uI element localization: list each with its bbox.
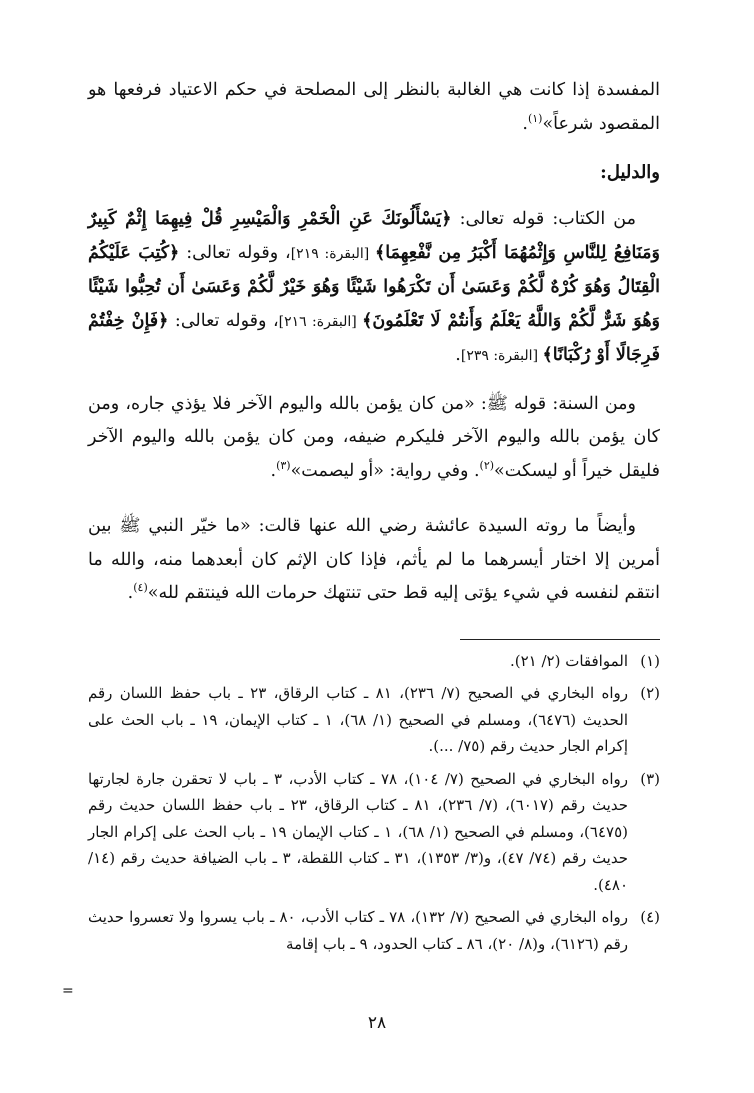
sunnah-text-1: ومن السنة: قوله ﷺ: «من كان يؤمن بالله واليوم الآخر فلا يؤذي جاره، ومن كان يؤمن بالله واليوم الآخر فليكرم ضيفه، ومن كان يؤمن بالله واليوم الآخر فليقل خيراً أو ليسكت»: [88, 393, 660, 481]
footnote-ref-4[interactable]: (٤): [133, 581, 148, 595]
footnote-2: [88, 680, 660, 760]
quran-end: .: [455, 345, 461, 365]
footnote-number: (١): [640, 651, 660, 670]
continuation-mark: =: [62, 983, 74, 999]
intro-end: .: [522, 113, 528, 134]
page-number: ٢٨: [367, 1013, 387, 1033]
footnote-ref-3[interactable]: (٣): [276, 458, 291, 472]
intro-paragraph: [88, 74, 660, 141]
section-heading: والدليل:: [600, 162, 660, 183]
aisha-text: وأيضاً ما روته السيدة عائشة رضي الله عنها قالت: «ما خيّر النبي ﷺ بين أمرين إلا اختار أيسرهما ما لم يأثم، فإذا كان الإثم كان أبعدهما منه، والله ما انتقم لنفسه في شيء يؤتى إليه قط حتى تنتهك حرمات الله فينتقم لله»: [88, 516, 660, 603]
footnote-1: [88, 648, 660, 675]
footnote-text: رواه البخاري في الصحيح (٧/ ١٣٢)، ٧٨ ـ كتاب الأدب، ٨٠ ـ باب يسروا ولا تعسروا حديث رقم (٦١٢٦)، و(٨/ ٢٠)، ٨٦ ـ كتاب الحدود، ٩ ـ باب إقامة: [88, 908, 628, 953]
verse-2: ﴿كُتِبَ عَلَيْكُمُ الْقِتَالُ وَهُوَ كُرْهٌ لَّكُمْ وَعَسَىٰ أَن تَكْرَهُوا شَيْئًا وَهُوَ خَيْرٌ لَّكُمْ وَعَسَىٰ أَن تُحِبُّوا شَيْئًا وَهُوَ شَرٌّ لَّكُمْ وَاللَّهُ يَعْلَمُ وَأَنتُمْ لَا تَعْلَمُونَ﴾: [88, 242, 660, 331]
footnote-4: [88, 904, 660, 957]
footnote-separator: [460, 639, 660, 640]
footnote-ref-2[interactable]: (٢): [479, 458, 495, 472]
verse-3: ﴿فَإِنْ خِفْتُمْ فَرِجَالًا أَوْ رُكْبَانًا﴾: [88, 310, 660, 365]
footnote-text: رواه البخاري في الصحيح (٧/ ١٠٤)، ٧٨ ـ كتاب الأدب، ٣ ـ باب لا تحقرن جارة لجارتها حديث رقم (٦٠١٧)، (٧/ ٢٣٦)، ٨١ ـ كتاب الرقاق، ٢٣ ـ باب حفظ اللسان حديث رقم (٦٤٧٥)، ومسلم في الصحيح (١/ ٦٨)، ١ ـ كتاب الإيمان ١٩ ـ باب الحث على إكرام الجار حديث رقم (٧٤/ ٤٧)، و(٣/ ١٣٥٣)، ٣١ ـ كتاب اللقطة، ٣ ـ باب الضيافة حديث رقم (١٤/ ٤٨٠).: [88, 769, 629, 894]
aisha-hadith-paragraph: [88, 510, 660, 611]
footnote-3: [88, 766, 660, 899]
footnote-number: (٣): [640, 769, 660, 788]
verse-3-citation: [البقرة: ٢٣٩]: [460, 348, 543, 364]
quran-mid: ، وقوله تعالى:: [179, 242, 291, 263]
footnote-number: (٢): [640, 684, 660, 702]
sunnah-end: .: [270, 460, 277, 481]
footnote-text: الموافقات (٢/ ٢١).: [509, 651, 628, 670]
verse-1-citation: [البقرة: ٢١٩]: [290, 245, 376, 262]
intro-text: المفسدة إذا كانت هي الغالبة بالنظر إلى المصلحة في حكم الاعتياد فرفعها هو المقصود شرعاً»: [88, 80, 660, 134]
quran-mid-2: ، وقوله تعالى:: [168, 310, 279, 331]
footnotes: [88, 648, 660, 958]
footnote-number: (٤): [640, 908, 660, 926]
verse-2-citation: [البقرة: ٢١٦]: [278, 313, 363, 330]
footnote-text: رواه البخاري في الصحيح (٧/ ٢٣٦)، ٨١ ـ كتاب الرقاق، ٢٣ ـ باب حفظ اللسان رقم الحديث (٦٤٧٦)، ومسلم في الصحيح (١/ ٦٨)، ١ ـ كتاب الإيمان، ١٩ ـ باب الحث على إكرام الجار حديث رقم (٧٥/ ...).: [88, 684, 629, 755]
footnote-ref-1[interactable]: (١): [527, 111, 543, 125]
verse-1: ﴿يَسْأَلُونَكَ عَنِ الْخَمْرِ وَالْمَيْسِرِ قُلْ فِيهِمَا إِثْمٌ كَبِيرٌ وَمَنَافِعُ لِلنَّاسِ وَإِثْمُهُمَا أَكْبَرُ مِن نَّفْعِهِمَا﴾: [88, 209, 660, 263]
aisha-end: .: [127, 583, 134, 603]
quran-lead: من الكتاب: قوله تعالى:: [451, 209, 636, 229]
sunnah-evidence-paragraph: [88, 388, 660, 489]
quran-evidence-paragraph: [88, 203, 660, 374]
sunnah-text-2: . وفي رواية: «أو ليصمت»: [290, 460, 480, 481]
page-body: [88, 74, 660, 963]
